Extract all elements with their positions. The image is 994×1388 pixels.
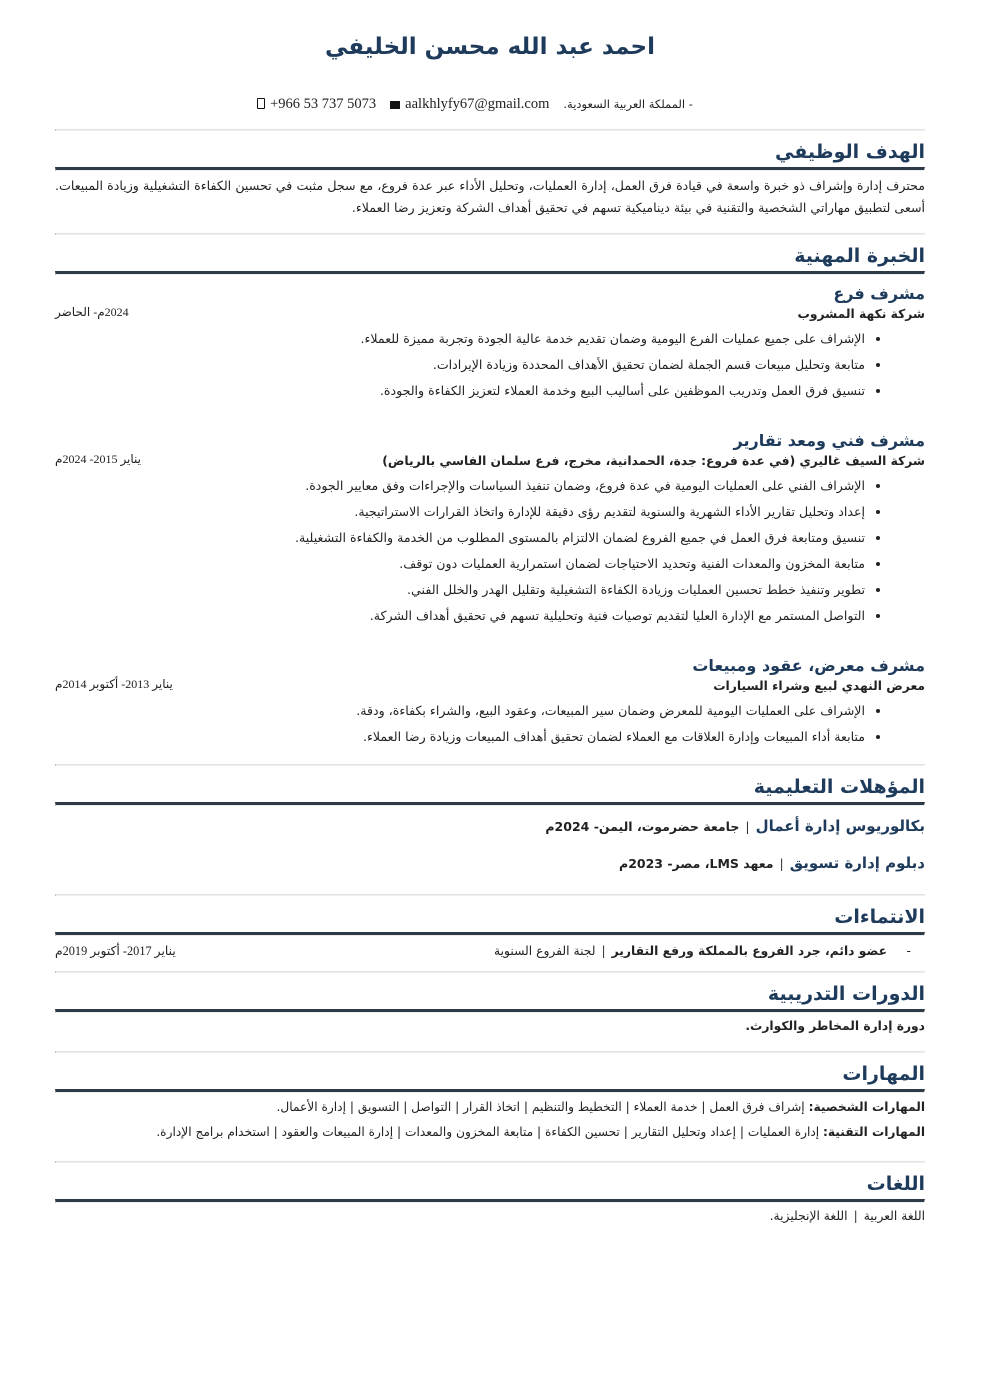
job-bullet: • متابعة المخزون والمعدات الفنية وتحديد الاحتياجات لضمان استمرارية العمليات دون توقف. [55,551,865,577]
section-title-objective: الهدف الوظيفي [775,141,925,163]
job-entry [55,430,925,629]
company-name: شركة نكهة المشروب [797,307,925,321]
section-rule [55,802,925,806]
job-title: مشرف فرع [833,284,925,303]
section-title-affiliations: الانتماءات [834,906,925,928]
job-entry [55,655,925,750]
phone [257,96,376,113]
phone-text: +966 53 737 5073 [270,95,377,112]
skills-list: إدارة العمليات | إعداد وتحليل التقارير | تحسين الكفاءة | متابعة المخزون والمعدات | إدارة المبيعات والعقود | استخدام برامج الإدارة. [156,1125,820,1139]
section-title-education: المؤهلات التعليمية [753,776,925,798]
job-title: مشرف معرض، عقود ومبيعات [692,656,925,675]
job-bullet: • الإشراف الفني على العمليات اليومية في عدة فروع، وضمان تنفيذ السياسات والإجراءات وفق معايير الجودة. [55,473,865,499]
education-item: بكالوريوس إدارة أعمال|جامعة حضرموت، اليمن- 2024م [545,817,925,835]
section-rule [55,1089,925,1093]
skills-label: المهارات التقنية: [823,1125,925,1139]
degree-detail: معهد LMS، مصر- 2023م [619,856,774,871]
course-item: دورة إدارة المخاطر والكوارث. [745,1019,925,1033]
affiliation-date: يناير 2017- أكتوبر 2019م [55,944,176,958]
job-date: 2024م- الحاضر [55,305,129,319]
technical-skills [55,1120,925,1145]
education-item: دبلوم إدارة تسويق|معهد LMS، مصر- 2023م [619,854,925,872]
email-text: aalkhlyfy67@gmail.com [405,95,550,112]
skills-label: المهارات الشخصية: [808,1100,925,1114]
job-bullets [55,698,925,750]
languages-list: اللغة العربية|اللغة الإنجليزية. [769,1209,925,1223]
job-bullet: • تطوير وتنفيذ خطط تحسين العمليات وزيادة الكفاءة التشغيلية وتقليل الهدر والخلل الفني. [55,577,865,603]
section-title-languages: اللغات [866,1173,925,1195]
job-bullet: • متابعة أداء المبيعات وإدارة العلاقات مع العملاء لضمان تحقيق أهداف المبيعات وزيادة رضا العملاء. [55,724,865,750]
job-bullet: • التواصل المستمر مع الإدارة العليا لتقديم توصيات فنية وتحليلية تسهم في تحقيق أهداف الشركة. [55,603,865,629]
job-bullet: • تنسيق ومتابعة فرق العمل في جميع الفروع لضمان الالتزام بالمستوى المطلوب من الخدمة والكفاءة التشغيلية. [55,525,865,551]
affiliation-org: لجنة الفروع السنوية [494,944,596,958]
phone-icon [257,98,265,109]
section-title-skills: المهارات [842,1063,925,1085]
degree: بكالوريوس إدارة أعمال [755,817,925,835]
section-rule [55,167,925,171]
section-title-courses: الدورات التدريبية [767,983,925,1005]
degree-detail: جامعة حضرموت، اليمن- 2024م [545,819,740,834]
job-bullets [55,473,925,629]
job-bullet: • متابعة وتحليل مبيعات قسم الجملة لضمان تحقيق الأهداف المحددة وزيادة الإيرادات. [55,352,865,378]
job-bullet: • الإشراف على جميع عمليات الفرع اليومية وضمان تقديم خدمة عالية الجودة وتجربة مميزة للعملاء. [55,326,865,352]
job-date: يناير 2015- 2024م [55,452,142,466]
job-bullet: • الإشراف على العمليات اليومية للمعرض وضمان سير المبيعات، وعقود البيع، والشراء بكفاءة، ودقة. [55,698,865,724]
skills-list: إشراف فرق العمل | خدمة العملاء | التخطيط والتنظيم | اتخاذ القرار | التواصل | التسويق | إدارة الأعمال. [276,1100,805,1114]
location: - المملكة العربية السعودية. [563,97,693,111]
degree: دبلوم إدارة تسويق [789,854,925,872]
section-rule [55,271,925,275]
job-bullet: • تنسيق فرق العمل وتدريب الموظفين على أساليب البيع وخدمة العملاء لتعزيز الكفاءة والجودة. [55,378,865,404]
objective-text: محترف إدارة وإشراف ذو خبرة واسعة في قيادة فرق العمل، إدارة العمليات، وتحليل الأداء عبر عدة فروع، مع سجل مثبت في تحسين الكفاءة التشغيلية وزيادة المبيعات. أسعى لتطبيق مهاراتي الشخصية والتقنية في بيئة ديناميكية تسهم في تحقيق أهداف الشركة وتعزيز رضا العملاء. [55,178,925,215]
section-title-experience: الخبرة المهنية [794,245,925,267]
language: اللغة الإنجليزية. [769,1209,848,1223]
job-title: مشرف فني ومعد تقارير [733,431,925,450]
affiliation-role: عضو دائم، جرد الفروع بالمملكة ورفع التقارير [611,944,888,958]
resume-page [55,0,925,1223]
affiliation-row: - عضو دائم، جرد الفروع بالمملكة ورفع التقارير|لجنة الفروع السنوية يناير 2017- أكتوبر 2019م [55,944,911,958]
job-bullet: • إعداد وتحليل تقارير الأداء الشهرية والسنوية لتقديم رؤى دقيقة للإدارة واتخاذ القرارات الاستراتيجية. [55,499,865,525]
jobs-list [55,283,925,750]
language: اللغة العربية [863,1209,925,1223]
mail-icon [390,101,400,109]
job-entry [55,283,925,404]
company-name: معرض النهدي لبيع وشراء السيارات [713,679,925,693]
contact-line [55,93,925,115]
email[interactable] [390,96,549,113]
candidate-name: احمد عبد الله محسن الخليفي [324,34,656,60]
personal-skills [55,1095,925,1120]
company-name: شركة السيف غاليري (في عدة فروع: جدة، الحمدانية، مخرج، فرع سلمان الفاسي بالرياض) [382,454,925,468]
job-bullets [55,326,925,404]
job-date: يناير 2013- أكتوبر 2014م [55,677,173,691]
